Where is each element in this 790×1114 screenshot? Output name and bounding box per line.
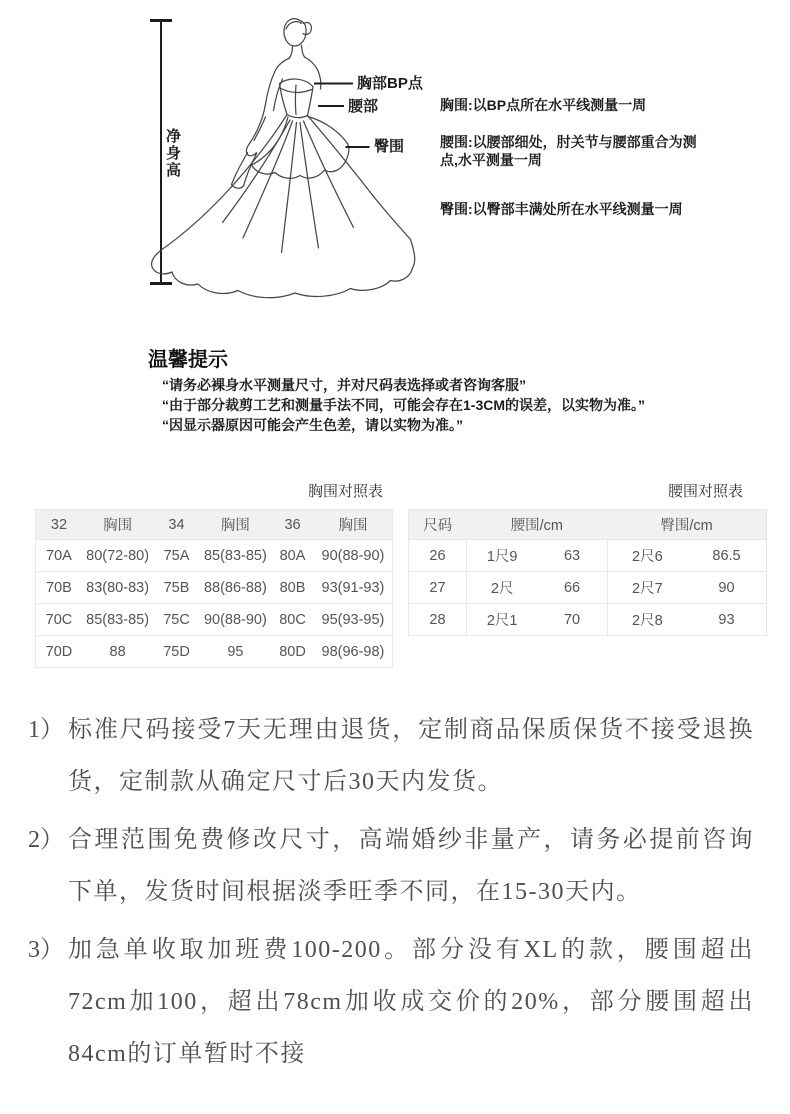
bust-table-section	[35, 484, 393, 668]
tip-line: “因显示器原因可能会产生色差，请以实物为准。”	[162, 417, 463, 433]
waist-table-title: 腰围对照表	[667, 484, 743, 500]
note-marker: 1）	[28, 717, 64, 743]
bust-table-title: 胸围对照表	[307, 484, 383, 500]
note-text: 加急单收取加班费100-200。部分没有XL的款，腰围超出72cm加100，超出78cm加收成交价的20%，部分腰围超出84cm的订单暂时不接	[68, 937, 754, 1067]
table-header-row: 32 胸围 34 胸围 36 胸围	[36, 510, 393, 540]
list-item	[28, 814, 754, 918]
tips-lines	[162, 375, 645, 435]
bust-size-table	[35, 509, 393, 668]
list-item	[28, 704, 754, 808]
waist-measure-instruction: 腰围:以腰部细处，肘关节与腰部重合为测点,水平测量一周	[440, 134, 697, 168]
hip-measure-instruction: 臀围:以臀部丰满处所在水平线测量一周	[440, 201, 683, 217]
table-row: 26 1尺9 63 2尺6 86.5	[409, 540, 767, 572]
table-row: 70C 85(83-85) 75C 90(88-90) 80C 95(93-95)	[36, 604, 393, 636]
hip-label: 臀围	[374, 138, 405, 155]
bust-point-label: 胸部BP点	[357, 75, 423, 92]
note-marker: 2）	[28, 827, 64, 853]
table-header-row: 尺码 腰围/cm 臀围/cm	[409, 510, 767, 540]
waist-table-section	[408, 484, 767, 636]
tips-title: 温馨提示	[148, 349, 228, 371]
table-row: 70A 80(72-80) 75A 85(83-85) 80A 90(88-90)	[36, 540, 393, 572]
table-row: 70D 88 75D 95 80D 98(96-98)	[36, 636, 393, 668]
note-marker: 3）	[28, 937, 64, 963]
waist-label: 腰部	[348, 98, 379, 115]
table-row: 70B 83(80-83) 75B 88(86-88) 80B 93(91-93)	[36, 572, 393, 604]
note-text: 合理范围免费修改尺寸，高端婚纱非量产，请务必提前咨询下单，发货时间根据淡季旺季不同，在15-30天内。	[68, 827, 754, 905]
ordering-notes	[28, 704, 754, 1086]
bust-measure-instruction: 胸围:以BP点所在水平线测量一周	[440, 97, 647, 113]
dress-figure	[152, 19, 415, 298]
note-text: 标准尺码接受7天无理由退货，定制商品保质保货不接受退换货，定制款从确定尺寸后30天内发货。	[68, 717, 754, 795]
table-row: 28 2尺1 70 2尺8 93	[409, 604, 767, 636]
list-item	[28, 924, 754, 1080]
height-label: 净身高	[164, 128, 181, 179]
tip-line: “由于部分裁剪工艺和测量手法不同，可能会存在1-3CM的误差，以实物为准。”	[162, 397, 646, 413]
tip-line: “请务必裸身水平测量尺寸，并对尺码表选择或者咨询客服”	[162, 377, 526, 393]
waist-size-table	[408, 509, 767, 636]
table-row: 27 2尺 66 2尺7 90	[409, 572, 767, 604]
